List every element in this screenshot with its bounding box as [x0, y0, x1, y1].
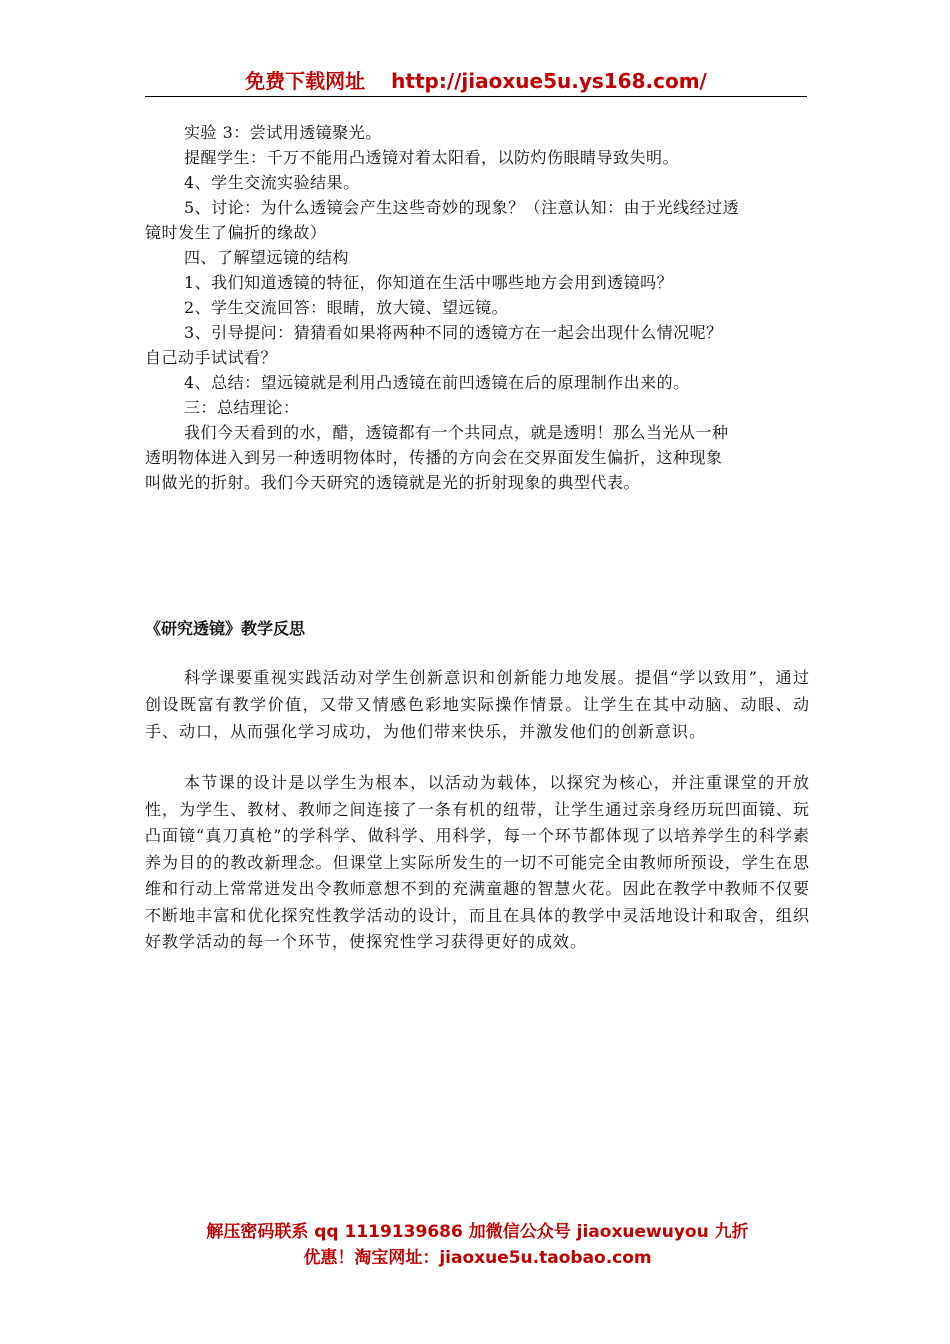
lesson-line: 4、总结：望远镜就是利用凸透镜在前凹透镜在后的原理制作出来的。: [184, 373, 690, 392]
lesson-line: 提醒学生：千万不能用凸透镜对着太阳看，以防灼伤眼睛导致失明。: [184, 148, 680, 167]
page-header: [145, 66, 807, 96]
lesson-line: 三：总结理论：: [184, 398, 300, 417]
lesson-line: 1、我们知道透镜的特征，你知道在生活中哪些地方会用到透镜吗？: [184, 273, 674, 292]
reflection-paragraph-2: 本节课的设计是以学生为根本，以活动为载体，以探究为核心，并注重课堂的开放性，为学生、教材、教师之间连接了一条有机的纽带，让学生通过亲身经历玩凹面镜、玩凸面镜“真刀真枪”的学科学、做科学、用科学，每一个环节都体现了以培养学生的科学素养为目的的教改新理念。但课堂上实际所发生的一切不可能完全由教师所预设，学生在思维和行动上常常迸发出令教师意想不到的充满童趣的智慧火花。因此在教学中教师不仅要不断地丰富和优化探究性教学活动的设计，而且在具体的教学中灵活地设计和取舍，组织好教学活动的每一个环节，使探究性学习获得更好的成效。: [145, 773, 810, 951]
lesson-line: 叫做光的折射。我们今天研究的透镜就是光的折射现象的典型代表。: [145, 473, 641, 492]
reflection-paragraph-1: 科学课要重视实践活动对学生创新意识和创新能力地发展。提倡“学以致用”，通过创设既富有教学价值，又带又情感色彩地实际操作情景。让学生在其中动脑、动眼、动手、动口，从而强化学习成功，为他们带来快乐，并激发他们的创新意识。: [145, 668, 810, 741]
footer-line-1: 解压密码联系 qq 1119139686 加微信公众号 jiaoxuewuyou 九折: [206, 1222, 749, 1242]
lesson-line: 透明物体进入到另一种透明物体时，传播的方向会在交界面发生偏折，这种现象: [145, 448, 723, 467]
header-label: 免费下载网址: [245, 69, 366, 93]
lesson-line: 自己动手试试看？: [145, 348, 278, 367]
lesson-line: 3、引导提问：猜猜看如果将两种不同的透镜方在一起会出现什么情况呢？: [184, 323, 723, 342]
header-url-link[interactable]: http://jiaoxue5u.ys168.com/: [391, 69, 707, 93]
reflection-title: 《研究透镜》教学反思: [145, 619, 306, 638]
lesson-line: 四、了解望远镜的结构: [184, 248, 350, 267]
header-divider: [145, 96, 807, 97]
lesson-line: 5、讨论：为什么透镜会产生这些奇妙的现象？（注意认知：由于光线经过透: [184, 198, 740, 217]
lesson-line: 4、学生交流实验结果。: [184, 173, 360, 192]
lesson-line: 我们今天看到的水，醋，透镜都有一个共同点，就是透明！那么当光从一种: [184, 423, 729, 442]
footer-line-2: 优惠！淘宝网址：jiaoxue5u.taobao.com: [303, 1248, 652, 1268]
lesson-line: 实验 3：尝试用透镜聚光。: [184, 123, 382, 142]
lesson-line: 2、学生交流回答：眼睛，放大镜、望远镜。: [184, 298, 509, 317]
lesson-line: 镜时发生了偏折的缘故）: [145, 223, 327, 242]
